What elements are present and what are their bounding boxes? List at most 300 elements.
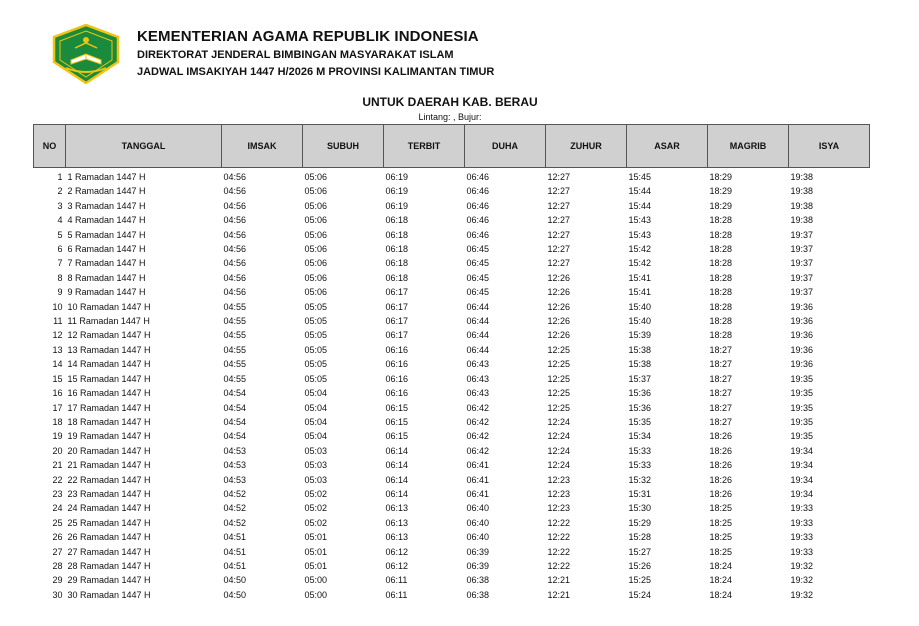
cell-zuhur: 12:26: [547, 272, 571, 283]
cell-tanggal: 7 Ramadan 1447 H: [67, 258, 146, 269]
cell-duha: 06:40: [466, 503, 490, 514]
cell-duha: 06:40: [466, 532, 490, 543]
cell-imsak: 04:52: [223, 488, 247, 499]
cell-zuhur: 12:21: [547, 589, 571, 600]
cell-isya: 19:37: [790, 258, 814, 269]
cell-subuh: 05:01: [304, 532, 328, 543]
cell-asar: 15:41: [628, 272, 652, 283]
cell-zuhur: 12:24: [547, 416, 571, 427]
cell-duha: 06:42: [466, 431, 490, 442]
cell-no: 22: [52, 474, 63, 485]
cell-asar: 15:35: [628, 416, 652, 427]
cell-magrib: 18:28: [709, 258, 733, 269]
cell-subuh: 05:05: [304, 373, 328, 384]
cell-isya: 19:38: [790, 215, 814, 226]
cell-asar: 15:33: [628, 445, 652, 456]
table-row: [34, 415, 870, 429]
cell-imsak: 04:55: [223, 330, 247, 341]
cell-subuh: 05:04: [304, 431, 328, 442]
cell-subuh: 05:01: [304, 560, 328, 571]
table-row: [34, 516, 870, 530]
cell-isya: 19:34: [790, 488, 814, 499]
cell-isya: 19:33: [790, 546, 814, 557]
cell-isya: 19:38: [790, 186, 814, 197]
cell-magrib: 18:28: [709, 316, 733, 327]
cell-duha: 06:41: [466, 474, 490, 485]
cell-subuh: 05:06: [304, 215, 328, 226]
cell-no: 8: [57, 272, 63, 283]
cell-zuhur: 12:24: [547, 445, 571, 456]
cell-terbit: 06:14: [385, 488, 409, 499]
cell-asar: 15:29: [628, 517, 652, 528]
cell-duha: 06:39: [466, 546, 490, 557]
cell-isya: 19:32: [790, 589, 814, 600]
cell-duha: 06:46: [466, 229, 490, 240]
cell-no: 1: [57, 172, 63, 182]
cell-asar: 15:40: [628, 301, 652, 312]
table-row: [34, 357, 870, 371]
cell-terbit: 06:15: [385, 402, 409, 413]
cell-imsak: 04:56: [223, 287, 247, 298]
cell-terbit: 06:15: [385, 431, 409, 442]
cell-asar: 15:24: [628, 589, 652, 600]
cell-magrib: 18:26: [709, 474, 733, 485]
cell-duha: 06:42: [466, 445, 490, 456]
cell-tanggal: 6 Ramadan 1447 H: [67, 244, 146, 255]
cell-no: 13: [52, 344, 63, 355]
cell-no: 15: [52, 373, 63, 384]
cell-terbit: 06:18: [385, 244, 409, 255]
cell-tanggal: 16 Ramadan 1447 H: [67, 388, 151, 399]
cell-tanggal: 10 Ramadan 1447 H: [67, 301, 151, 312]
cell-subuh: 05:03: [304, 460, 328, 471]
cell-no: 26: [52, 532, 63, 543]
cell-magrib: 18:26: [709, 431, 733, 442]
cell-zuhur: 12:27: [547, 215, 571, 226]
cell-duha: 06:42: [466, 402, 490, 413]
cell-isya: 19:34: [790, 445, 814, 456]
cell-zuhur: 12:22: [547, 546, 571, 557]
cell-imsak: 04:55: [223, 316, 247, 327]
table-row: [34, 300, 870, 314]
cell-zuhur: 12:27: [547, 186, 571, 197]
cell-duha: 06:38: [466, 575, 490, 586]
cell-imsak: 04:54: [223, 388, 247, 399]
cell-magrib: 18:28: [709, 244, 733, 255]
cell-zuhur: 12:23: [547, 503, 571, 514]
cell-no: 11: [53, 316, 63, 327]
cell-isya: 19:37: [790, 229, 814, 240]
cell-subuh: 05:00: [304, 575, 328, 586]
cell-tanggal: 17 Ramadan 1447 H: [67, 402, 151, 413]
cell-tanggal: 19 Ramadan 1447 H: [67, 431, 151, 442]
cell-magrib: 18:28: [709, 287, 733, 298]
cell-magrib: 18:29: [709, 186, 733, 197]
table-row: [34, 386, 870, 400]
table-row: [34, 372, 870, 386]
cell-duha: 06:43: [466, 373, 490, 384]
cell-asar: 15:33: [628, 460, 652, 471]
cell-zuhur: 12:22: [547, 560, 571, 571]
cell-asar: 15:44: [628, 186, 652, 197]
cell-duha: 06:44: [466, 344, 490, 355]
cell-subuh: 05:05: [304, 344, 328, 355]
column-header-asar: ASAR: [627, 125, 708, 168]
table-header-row: [34, 125, 870, 168]
cell-isya: 19:35: [790, 402, 814, 413]
cell-no: 9: [57, 287, 63, 298]
cell-no: 6: [57, 244, 63, 255]
cell-asar: 15:43: [628, 215, 652, 226]
cell-terbit: 06:16: [385, 373, 409, 384]
cell-zuhur: 12:21: [547, 575, 571, 586]
cell-no: 28: [52, 560, 63, 571]
cell-tanggal: 2 Ramadan 1447 H: [67, 186, 146, 197]
table-row: [34, 444, 870, 458]
cell-magrib: 18:28: [709, 301, 733, 312]
cell-zuhur: 12:23: [547, 488, 571, 499]
cell-subuh: 05:06: [304, 229, 328, 240]
cell-imsak: 04:54: [223, 416, 247, 427]
cell-no: 17: [52, 402, 63, 413]
cell-zuhur: 12:25: [547, 359, 571, 370]
cell-isya: 19:36: [790, 301, 814, 312]
table-row: [34, 256, 870, 270]
cell-magrib: 18:28: [709, 330, 733, 341]
cell-magrib: 18:27: [709, 373, 733, 384]
cell-imsak: 04:53: [223, 445, 247, 456]
cell-imsak: 04:51: [223, 546, 247, 557]
cell-asar: 15:37: [628, 373, 652, 384]
cell-tanggal: 9 Ramadan 1447 H: [67, 287, 146, 298]
cell-asar: 15:30: [628, 503, 652, 514]
cell-terbit: 06:17: [385, 287, 409, 298]
cell-isya: 19:35: [790, 373, 814, 384]
cell-zuhur: 12:27: [547, 200, 571, 211]
cell-asar: 15:28: [628, 532, 652, 543]
cell-imsak: 04:53: [223, 474, 247, 485]
column-header-terbit: TERBIT: [384, 125, 465, 168]
cell-magrib: 18:26: [709, 445, 733, 456]
cell-no: 24: [52, 503, 63, 514]
cell-terbit: 06:16: [385, 344, 409, 355]
table-row: [34, 228, 870, 242]
cell-asar: 15:31: [628, 488, 652, 499]
cell-no: 2: [57, 186, 63, 197]
cell-asar: 15:41: [628, 287, 652, 298]
cell-no: 30: [52, 589, 63, 600]
table-row: [34, 213, 870, 227]
cell-magrib: 18:26: [709, 460, 733, 471]
table-row: [34, 401, 870, 415]
cell-isya: 19:36: [790, 316, 814, 327]
cell-tanggal: 22 Ramadan 1447 H: [67, 474, 151, 485]
cell-subuh: 05:04: [304, 416, 328, 427]
cell-subuh: 05:03: [304, 474, 328, 485]
table-row: [34, 458, 870, 472]
column-header-duha: DUHA: [465, 125, 546, 168]
cell-imsak: 04:56: [223, 215, 247, 226]
cell-no: 21: [52, 460, 63, 471]
cell-isya: 19:35: [790, 416, 814, 427]
cell-magrib: 18:29: [709, 200, 733, 211]
cell-tanggal: 25 Ramadan 1447 H: [67, 517, 151, 528]
column-header-no: NO: [34, 125, 66, 168]
cell-duha: 06:38: [466, 589, 490, 600]
cell-tanggal: 4 Ramadan 1447 H: [67, 215, 146, 226]
cell-magrib: 18:25: [709, 532, 733, 543]
cell-zuhur: 12:24: [547, 431, 571, 442]
cell-no: 19: [52, 431, 63, 442]
cell-subuh: 05:06: [304, 244, 328, 255]
ministry-title: KEMENTERIAN AGAMA REPUBLIK INDONESIA: [137, 28, 479, 45]
cell-no: 23: [52, 488, 63, 499]
column-header-magrib: MAGRIB: [708, 125, 789, 168]
cell-terbit: 06:19: [385, 172, 409, 182]
cell-terbit: 06:17: [385, 316, 409, 327]
cell-magrib: 18:28: [709, 272, 733, 283]
table-row: [34, 487, 870, 501]
cell-terbit: 06:11: [385, 589, 408, 600]
cell-asar: 15:44: [628, 200, 652, 211]
cell-terbit: 06:16: [385, 388, 409, 399]
cell-subuh: 05:05: [304, 359, 328, 370]
cell-tanggal: 24 Ramadan 1447 H: [67, 503, 151, 514]
cell-isya: 19:38: [790, 200, 814, 211]
cell-no: 20: [52, 445, 63, 456]
cell-subuh: 05:01: [304, 546, 328, 557]
cell-tanggal: 1 Ramadan 1447 H: [67, 172, 146, 182]
cell-magrib: 18:24: [709, 560, 733, 571]
cell-tanggal: 11 Ramadan 1447 H: [67, 316, 150, 327]
table-row: [34, 588, 870, 602]
cell-zuhur: 12:24: [547, 460, 571, 471]
cell-isya: 19:35: [790, 431, 814, 442]
cell-asar: 15:38: [628, 359, 652, 370]
cell-magrib: 18:25: [709, 503, 733, 514]
cell-asar: 15:25: [628, 575, 652, 586]
cell-tanggal: 26 Ramadan 1447 H: [67, 532, 151, 543]
cell-asar: 15:36: [628, 402, 652, 413]
cell-subuh: 05:06: [304, 200, 328, 211]
cell-asar: 15:43: [628, 229, 652, 240]
table-row: [34, 573, 870, 587]
cell-imsak: 04:56: [223, 258, 247, 269]
cell-subuh: 05:00: [304, 589, 328, 600]
cell-asar: 15:42: [628, 244, 652, 255]
table-row: [34, 559, 870, 573]
cell-imsak: 04:51: [223, 560, 247, 571]
cell-no: 29: [52, 575, 63, 586]
cell-subuh: 05:04: [304, 402, 328, 413]
cell-isya: 19:38: [790, 172, 814, 182]
cell-no: 18: [52, 416, 63, 427]
cell-imsak: 04:56: [223, 200, 247, 211]
cell-duha: 06:46: [466, 186, 490, 197]
cell-zuhur: 12:22: [547, 517, 571, 528]
column-header-zuhur: ZUHUR: [546, 125, 627, 168]
cell-terbit: 06:18: [385, 258, 409, 269]
cell-asar: 15:26: [628, 560, 652, 571]
directorate-title: DIREKTORAT JENDERAL BIMBINGAN MASYARAKAT ISLAM: [137, 49, 454, 61]
cell-no: 5: [57, 229, 63, 240]
cell-terbit: 06:12: [385, 560, 409, 571]
cell-magrib: 18:27: [709, 388, 733, 399]
cell-no: 4: [57, 215, 63, 226]
cell-subuh: 05:05: [304, 330, 328, 341]
cell-no: 12: [52, 330, 63, 341]
cell-duha: 06:42: [466, 416, 490, 427]
cell-imsak: 04:52: [223, 503, 247, 514]
cell-subuh: 05:06: [304, 172, 328, 182]
cell-subuh: 05:06: [304, 258, 328, 269]
cell-terbit: 06:18: [385, 229, 409, 240]
cell-terbit: 06:16: [385, 359, 409, 370]
cell-no: 7: [57, 258, 63, 269]
cell-magrib: 18:29: [709, 172, 733, 182]
cell-subuh: 05:06: [304, 186, 328, 197]
cell-isya: 19:33: [790, 532, 814, 543]
cell-no: 10: [52, 301, 63, 312]
cell-terbit: 06:13: [385, 517, 409, 528]
cell-tanggal: 27 Ramadan 1447 H: [67, 546, 151, 557]
cell-zuhur: 12:25: [547, 373, 571, 384]
cell-tanggal: 23 Ramadan 1447 H: [67, 488, 151, 499]
cell-zuhur: 12:22: [547, 532, 571, 543]
cell-tanggal: 14 Ramadan 1447 H: [67, 359, 151, 370]
cell-tanggal: 15 Ramadan 1447 H: [67, 373, 151, 384]
cell-terbit: 06:14: [385, 445, 409, 456]
cell-magrib: 18:28: [709, 215, 733, 226]
cell-tanggal: 30 Ramadan 1447 H: [67, 589, 151, 600]
cell-tanggal: 29 Ramadan 1447 H: [67, 575, 151, 586]
cell-imsak: 04:55: [223, 359, 247, 370]
cell-subuh: 05:05: [304, 316, 328, 327]
cell-tanggal: 20 Ramadan 1447 H: [67, 445, 151, 456]
cell-no: 16: [52, 388, 63, 399]
cell-duha: 06:40: [466, 517, 490, 528]
cell-isya: 19:37: [790, 287, 814, 298]
cell-imsak: 04:53: [223, 460, 247, 471]
cell-terbit: 06:11: [385, 575, 408, 586]
column-header-imsak: IMSAK: [222, 125, 303, 168]
cell-duha: 06:45: [466, 244, 490, 255]
cell-tanggal: 18 Ramadan 1447 H: [67, 416, 151, 427]
cell-asar: 15:32: [628, 474, 652, 485]
kemenag-emblem-icon: [51, 24, 121, 84]
cell-imsak: 04:56: [223, 244, 247, 255]
cell-imsak: 04:55: [223, 373, 247, 384]
cell-duha: 06:41: [466, 460, 490, 471]
cell-imsak: 04:56: [223, 186, 247, 197]
cell-duha: 06:45: [466, 258, 490, 269]
cell-terbit: 06:14: [385, 474, 409, 485]
cell-isya: 19:33: [790, 503, 814, 514]
cell-asar: 15:40: [628, 316, 652, 327]
cell-duha: 06:45: [466, 272, 490, 283]
cell-duha: 06:45: [466, 287, 490, 298]
table-row: [34, 473, 870, 487]
cell-isya: 19:36: [790, 330, 814, 341]
imsakiyah-table: [33, 124, 870, 602]
cell-magrib: 18:28: [709, 229, 733, 240]
cell-tanggal: 8 Ramadan 1447 H: [67, 272, 146, 283]
cell-isya: 19:36: [790, 344, 814, 355]
cell-magrib: 18:26: [709, 488, 733, 499]
table-row: [34, 501, 870, 515]
cell-terbit: 06:17: [385, 301, 409, 312]
cell-magrib: 18:25: [709, 546, 733, 557]
cell-terbit: 06:19: [385, 200, 409, 211]
cell-asar: 15:34: [628, 431, 652, 442]
cell-isya: 19:33: [790, 517, 814, 528]
cell-subuh: 05:06: [304, 272, 328, 283]
cell-magrib: 18:27: [709, 416, 733, 427]
cell-tanggal: 21 Ramadan 1447 H: [67, 460, 151, 471]
cell-zuhur: 12:25: [547, 402, 571, 413]
region-title: UNTUK DAERAH KAB. BERAU: [362, 95, 538, 109]
cell-subuh: 05:02: [304, 488, 328, 499]
cell-subuh: 05:02: [304, 503, 328, 514]
cell-terbit: 06:14: [385, 460, 409, 471]
cell-imsak: 04:50: [223, 575, 247, 586]
cell-magrib: 18:24: [709, 589, 733, 600]
cell-tanggal: 3 Ramadan 1447 H: [67, 200, 146, 211]
cell-duha: 06:44: [466, 330, 490, 341]
cell-asar: 15:36: [628, 388, 652, 399]
table-row: [34, 530, 870, 544]
table-row: [34, 242, 870, 256]
column-header-tanggal: TANGGAL: [66, 125, 222, 168]
cell-zuhur: 12:27: [547, 229, 571, 240]
cell-magrib: 18:24: [709, 575, 733, 586]
cell-isya: 19:34: [790, 460, 814, 471]
cell-zuhur: 12:25: [547, 388, 571, 399]
cell-isya: 19:37: [790, 272, 814, 283]
cell-subuh: 05:02: [304, 517, 328, 528]
cell-terbit: 06:13: [385, 503, 409, 514]
table-row: [34, 545, 870, 559]
table-row: [34, 285, 870, 299]
table-row: [34, 168, 870, 185]
cell-imsak: 04:51: [223, 532, 247, 543]
schedule-title: JADWAL IMSAKIYAH 1447 H/2026 M PROVINSI KALIMANTAN TIMUR: [137, 66, 495, 78]
cell-zuhur: 12:26: [547, 330, 571, 341]
cell-isya: 19:34: [790, 474, 814, 485]
cell-terbit: 06:18: [385, 215, 409, 226]
cell-terbit: 06:15: [385, 416, 409, 427]
cell-tanggal: 28 Ramadan 1447 H: [67, 560, 151, 571]
cell-duha: 06:43: [466, 388, 490, 399]
cell-duha: 06:39: [466, 560, 490, 571]
cell-imsak: 04:52: [223, 517, 247, 528]
cell-imsak: 04:54: [223, 402, 247, 413]
cell-magrib: 18:27: [709, 359, 733, 370]
cell-isya: 19:36: [790, 359, 814, 370]
cell-no: 3: [57, 200, 63, 211]
table-row: [34, 184, 870, 198]
cell-duha: 06:44: [466, 301, 490, 312]
cell-duha: 06:44: [466, 316, 490, 327]
column-header-subuh: SUBUH: [303, 125, 384, 168]
cell-asar: 15:39: [628, 330, 652, 341]
cell-no: 27: [52, 546, 63, 557]
cell-asar: 15:27: [628, 546, 652, 557]
cell-terbit: 06:19: [385, 186, 409, 197]
cell-terbit: 06:17: [385, 330, 409, 341]
table-row: [34, 314, 870, 328]
cell-no: 14: [52, 359, 63, 370]
